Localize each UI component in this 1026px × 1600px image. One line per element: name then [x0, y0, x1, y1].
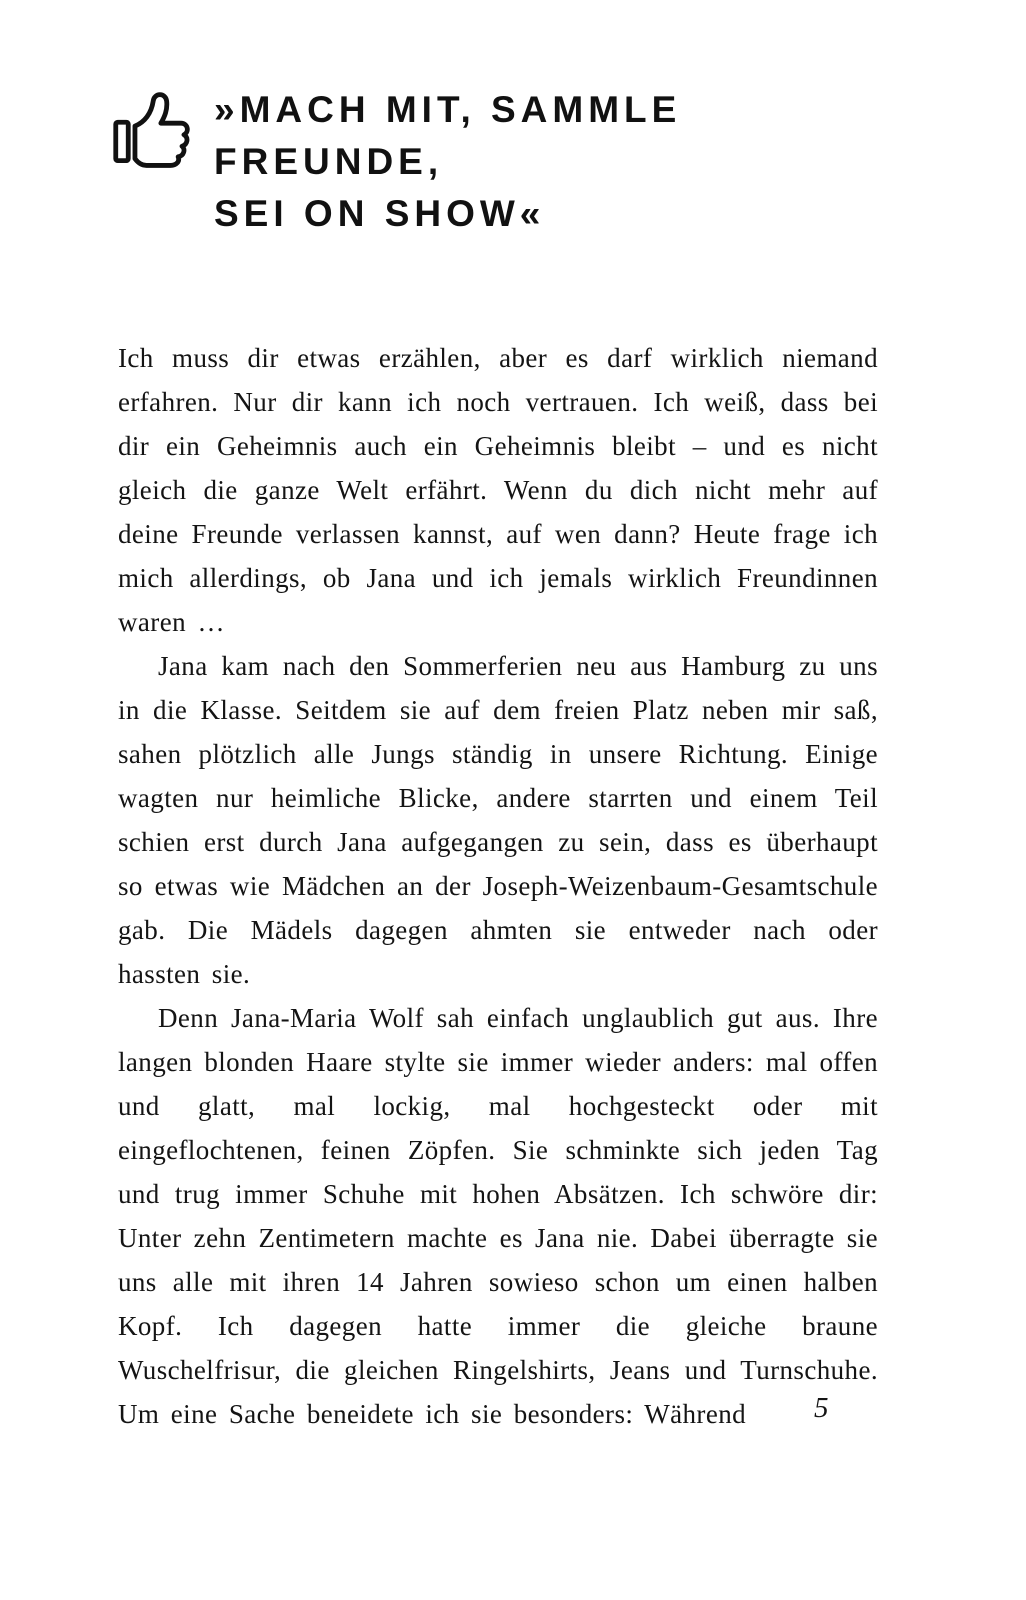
thumbs-up-icon	[110, 80, 206, 181]
paragraph: Denn Jana-Maria Wolf sah einfach unglaublich gut aus. Ihre langen blonden Haare stylte sie immer wieder anders: mal offen und glatt, mal lockig, mal hochgesteckt oder mit eingeflochtenen, feinen Zöpfen. Sie schminkte sich jeden Tag und trug immer Schuhe mit hohen Absätzen. Ich schwöre dir: Unter zehn Zentimetern machte es Jana nie. Dabei überragte sie uns alle mit ihren 14 Jahren sowieso schon um einen halben Kopf. Ich dagegen hatte immer die gleiche braune Wuschelfrisur, die gleichen Ringelshirts, Jeans und Turnschuhe. Um eine Sache beneidete ich sie besonders: Während	[118, 1003, 878, 1429]
chapter-title-line1: »MACH MIT, SAMMLE FREUNDE,	[214, 89, 682, 182]
paragraph: Jana kam nach den Sommerferien neu aus Hamburg zu uns in die Klasse. Seitdem sie auf dem freien Platz neben mir saß, sahen plötzlich alle Jungs ständig in unsere Richtung. Einige wagten nur heimliche Blicke, andere starrten und einem Teil schien erst durch Jana aufgegangen zu sein, dass es überhaupt so etwas wie Mädchen an der Joseph-Weizenbaum-Gesamtschule gab. Die Mädels dagegen ahmten sie entweder nach oder hassten sie.	[118, 651, 878, 989]
chapter-title-line2: SEI ON SHOW«	[214, 193, 546, 234]
page-number: 5	[814, 1392, 829, 1424]
paragraph: Ich muss dir etwas erzählen, aber es darf wirklich niemand erfahren. Nur dir kann ich noch vertrauen. Ich weiß, dass bei dir ein Geheimnis auch ein Geheimnis bleibt – und es nicht gleich die ganze Welt erfährt. Wenn du dich nicht mehr auf deine Freunde verlassen kannst, auf wen dann? Heute frage ich mich allerdings, ob Jana und ich jemals wirklich Freundinnen waren …	[118, 343, 878, 637]
chapter-title	[214, 84, 878, 240]
book-page	[118, 0, 878, 1600]
body-text	[118, 336, 878, 1436]
chapter-heading-row	[118, 78, 878, 240]
